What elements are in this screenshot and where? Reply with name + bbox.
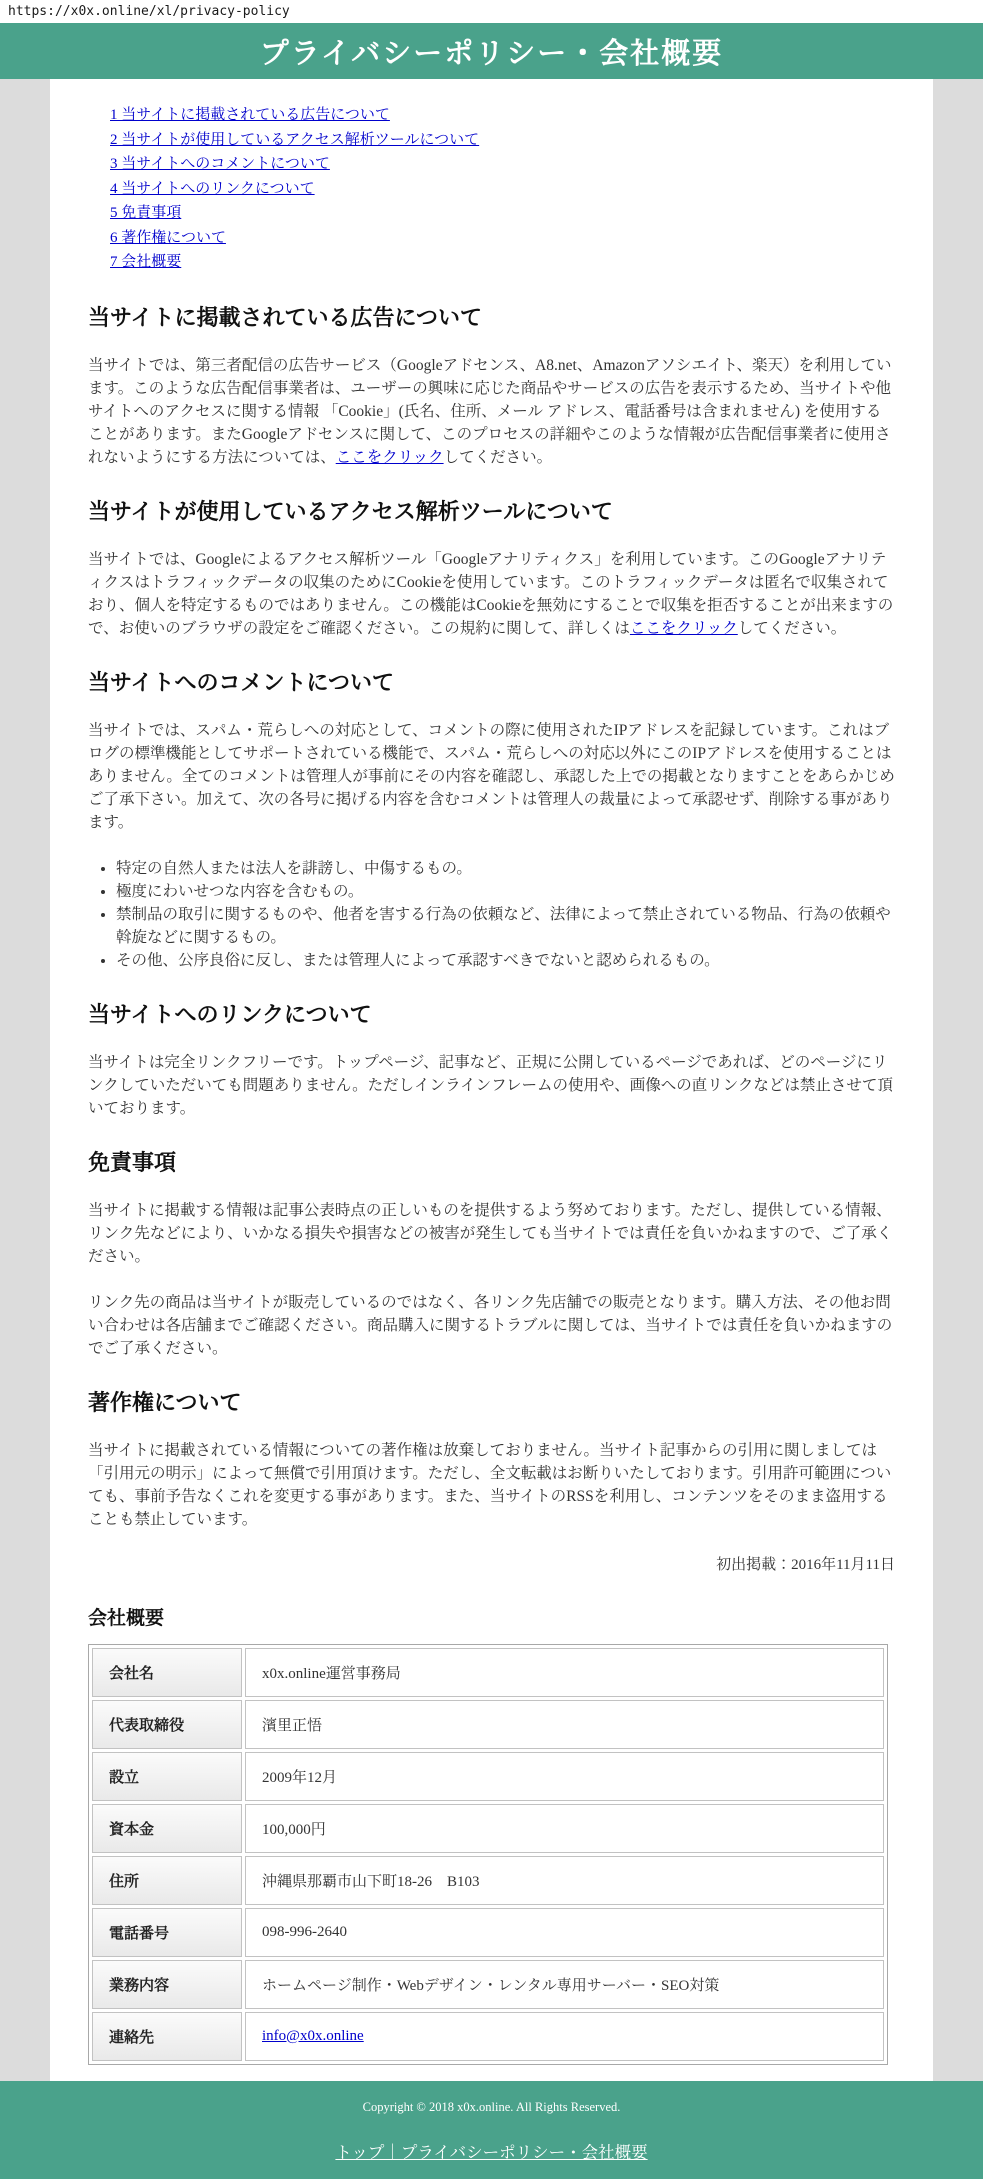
paragraph-text: 当サイトでは、Googleによるアクセス解析ツール「Googleアナリティクス」を利用しています。このGoogleアナリティクスはトラフィックデータの収集のためにCookieを使用しています。このトラフィックデータは匿名で収集されており、個人を特定するものではありません。この機能はCookieを無効にすることで収集を拒否することが出来ますので、お使いのブラウザの設定をご確認ください。この規約に関して、詳しくは: [88, 550, 894, 637]
contact-label: 連絡先: [92, 2012, 242, 2061]
contact-email-link[interactable]: info@x0x.online: [262, 2027, 364, 2044]
toc-link-links[interactable]: 4 当サイトへのリンクについて: [110, 180, 315, 197]
table-row: [92, 1648, 884, 1697]
section-heading-company: 会社概要: [88, 1607, 165, 1629]
section-company: [88, 1603, 895, 2065]
paragraph-disclaimer-1: 当サイトに掲載する情報は記事公表時点の正しいものを提供するよう努めております。ただし、提供している情報、リンク先などにより、いかなる損失や損害などの被害が発生しても当サイトでは責任を負いかねますので、ご了承ください。: [88, 1201, 893, 1265]
paragraph-text: 当サイトでは、第三者配信の広告サービス（Googleアドセンス、A8.net、Amazonアソシエイト、楽天）を利用しています。このような広告配信事業者は、ユーザーの興味に応じた商品やサービスの広告を表示するため、当サイトや他サイトへのアクセスに関する情報 「Cookie」(氏名、住所、メール アドレス、電話番号は含まれません) を使用することがあります。またGoogleアドセンスに関して、このプロセスの詳細やこのような情報が広告配信事業者に使用されないようにする方法については、: [88, 356, 892, 466]
table-row: [92, 1856, 884, 1905]
toc-link-ads[interactable]: 1 当サイトに掲載されている広告について: [110, 107, 390, 123]
paragraph-comments: 当サイトでは、スパム・荒らしへの対応として、コメントの際に使用されたIPアドレスを記録しています。これはブログの標準機能としてサポートされている機能で、スパム・荒らしへの対応以外にこのIPアドレスを使用することはありません。全てのコメントは管理人が事前にその内容を確認し、承認した上での掲載となりますことをあらかじめご了承下さい。加えて、次の各号に掲げる内容を含むコメントは管理人の裁量によって承認せず、削除する事があります。: [88, 721, 895, 831]
table-row: [92, 1700, 884, 1749]
contact-value: [245, 2012, 884, 2061]
toc-item: [110, 250, 895, 275]
section-analytics: [88, 495, 895, 640]
section-heading-ads: 当サイトに掲載されている広告について: [88, 304, 483, 330]
footer-nav-link[interactable]: トップ｜プライバシーポリシー・会社概要: [335, 2143, 648, 2162]
ceo-label: 代表取締役: [92, 1700, 242, 1749]
toc-item: [110, 152, 895, 177]
content-card: [50, 79, 933, 2081]
ads-optout-link[interactable]: ここをクリック: [335, 448, 444, 466]
list-item: • 禁制品の取引に関するものや、他者を害する行為の依頼など、法律によって禁止されている物品、行為の依頼や斡旋などに関するもの。: [116, 903, 895, 949]
table-row: [92, 1908, 884, 1957]
browser-address-bar[interactable]: https://x0x.online/xl/privacy-policy: [0, 0, 983, 23]
business-value: ホームページ制作・Webデザイン・レンタル専用サーバー・SEO対策: [245, 1960, 884, 2009]
company-name-label: 会社名: [92, 1648, 242, 1697]
founded-label: 設立: [92, 1752, 242, 1801]
table-of-contents: [88, 103, 895, 275]
section-heading-analytics: 当サイトが使用しているアクセス解析ツールについて: [88, 498, 613, 524]
toc-item: [110, 128, 895, 153]
list-item: • その他、公序良俗に反し、または管理人によって承認すべきでないと認められるもの。: [116, 949, 895, 972]
toc-link-copyright[interactable]: 6 著作権について: [110, 229, 226, 246]
list-item: • 極度にわいせつな内容を含むもの。: [116, 880, 895, 903]
address-label: 住所: [92, 1856, 242, 1905]
paragraph-copyright: 当サイトに掲載されている情報についての著作権は放棄しておりません。当サイト記事からの引用に関しましては「引用元の明示」によって無償で引用頂けます。ただし、全文転載はお断りいたしております。引用許可範囲についても、事前予告なくこれを変更する事があります。また、当サイトのRSSを利用し、コンテンツをそのまま盗用することも禁止しています。: [88, 1441, 892, 1528]
paragraph-analytics: [88, 548, 895, 640]
section-links: [88, 998, 895, 1120]
toc-item: [110, 226, 895, 251]
phone-label: 電話番号: [92, 1908, 242, 1957]
address-value: 沖縄県那覇市山下町18-26 B103: [245, 1856, 884, 1905]
footer-nav: [0, 2139, 983, 2163]
toc-item: [110, 177, 895, 202]
table-row: [92, 1960, 884, 2009]
company-name-value: x0x.online運営事務局: [245, 1648, 884, 1697]
founded-value: 2009年12月: [245, 1752, 884, 1801]
analytics-terms-link[interactable]: ここをクリック: [629, 619, 738, 637]
table-row: [92, 1752, 884, 1801]
footer-copyright: Copyright © 2018 x0x.online. All Rights Reserved.: [362, 2099, 621, 2114]
section-copyright: [88, 1386, 895, 1577]
toc-item: [110, 103, 895, 128]
toc-link-analytics[interactable]: 2 当サイトが使用しているアクセス解析ツールについて: [110, 131, 480, 148]
capital-label: 資本金: [92, 1804, 242, 1853]
page-header: [0, 23, 983, 79]
section-ads: [88, 301, 895, 469]
paragraph-disclaimer-2: リンク先の商品は当サイトが販売しているのではなく、各リンク先店舗での販売となります。購入方法、その他お問い合わせは各店舗までご確認ください。商品購入に関するトラブルに関しては、当サイトでは責任を負いかねますのでご了承ください。: [88, 1293, 893, 1357]
table-row: [92, 1804, 884, 1853]
toc-link-comments[interactable]: 3 当サイトへのコメントについて: [110, 156, 330, 172]
capital-value: 100,000円: [245, 1804, 884, 1853]
business-label: 業務内容: [92, 1960, 242, 2009]
section-disclaimer: [88, 1146, 895, 1360]
list-item: • 特定の自然人または法人を誹謗し、中傷するもの。: [116, 857, 895, 880]
first-published-date: 初出掲載：2016年11月11日: [716, 1556, 895, 1573]
section-heading-links: 当サイトへのリンクについて: [88, 1001, 372, 1027]
paragraph-text: してください。: [737, 619, 847, 637]
company-info-table: [88, 1644, 888, 2065]
section-comments: [88, 666, 895, 972]
section-heading-comments: 当サイトへのコメントについて: [88, 669, 395, 695]
page-footer: [0, 2081, 983, 2179]
ceo-value: 濱里正悟: [245, 1700, 884, 1749]
section-heading-copyright: 著作権について: [88, 1389, 242, 1415]
toc-item: [110, 201, 895, 226]
table-row: [92, 2012, 884, 2061]
paragraph-ads: [88, 354, 895, 469]
comment-rules-list: [88, 857, 895, 972]
toc-link-company[interactable]: 7 会社概要: [110, 254, 182, 270]
toc-link-disclaimer[interactable]: 5 免責事項: [110, 205, 182, 221]
page-title: プライバシーポリシー・会社概要: [259, 37, 724, 70]
section-heading-disclaimer: 免責事項: [88, 1149, 177, 1175]
phone-value: 098-996-2640: [245, 1908, 884, 1957]
paragraph-links: 当サイトは完全リンクフリーです。トップページ、記事など、正規に公開しているページであれば、どのページにリンクしていただいても問題ありません。ただしインラインフレームの使用や、画像への直リンクなどは禁止させて頂いております。: [88, 1053, 893, 1117]
paragraph-text: してください。: [443, 448, 553, 466]
